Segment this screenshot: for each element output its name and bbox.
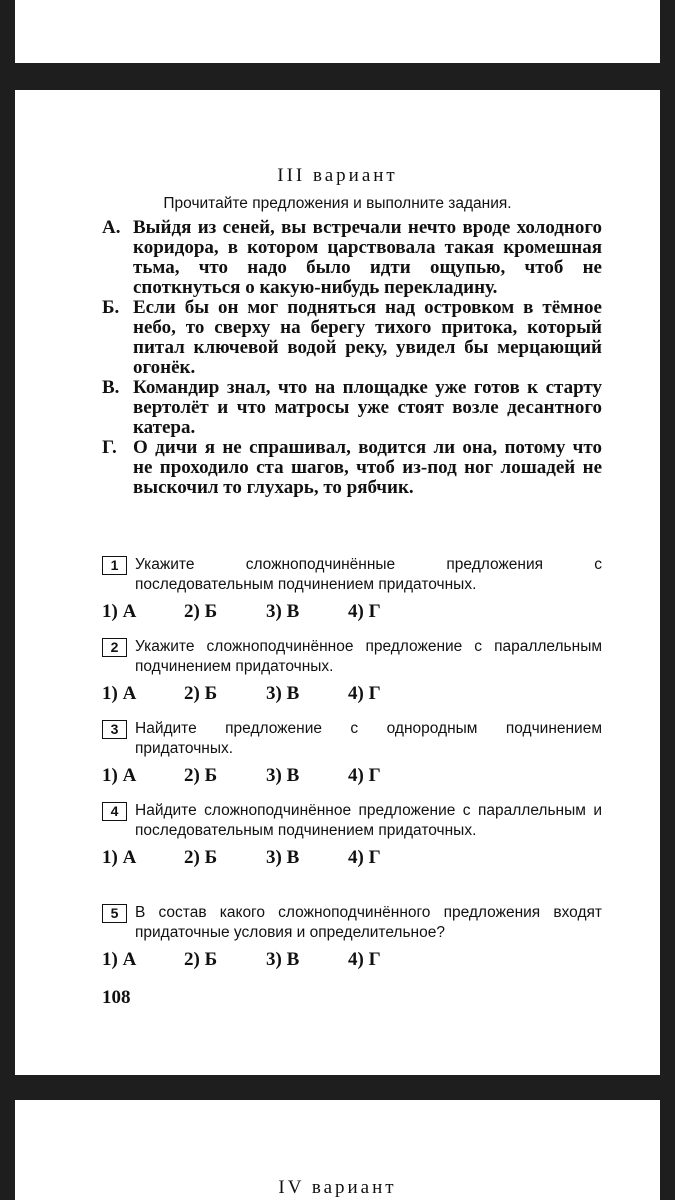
sentence-letter: Б.	[102, 297, 120, 318]
task-text: Укажите сложноподчинённое предложение с параллельным подчинением придаточных.	[135, 638, 602, 675]
answer-option: 3) В	[266, 847, 300, 868]
answer-options	[102, 950, 602, 970]
answer-option: 3) В	[266, 683, 300, 704]
task-text: Найдите предложение с однородным подчинением придаточных.	[135, 720, 602, 757]
task-text: Найдите сложноподчинённое предложение с параллельным и последовательным подчинением придаточных.	[135, 802, 602, 839]
sentence-text: Командир знал, что на площадке уже готов к старту вертолёт и что матросы уже стоят возле десантного катера.	[133, 377, 602, 438]
sentence-g	[102, 438, 602, 498]
task-number: 5	[102, 904, 127, 923]
task-text: Укажите сложноподчинённые предложения с последовательным подчинением придаточных.	[135, 556, 602, 593]
answer-option: 1) А	[102, 683, 137, 704]
sentence-text: Выйдя из сеней, вы встречали нечто вроде холодного коридора, в котором царствовала такая кромешная тьма, что надо было идти ощупью, чтоб не споткнуться о какую-нибудь перекладину.	[133, 217, 602, 298]
answer-options	[102, 602, 602, 622]
next-variant-title: IV вариант	[278, 1177, 397, 1198]
page-number: 108	[102, 987, 131, 1008]
previous-page	[15, 0, 660, 63]
variant-title: III вариант	[277, 165, 398, 186]
sentence-b	[102, 298, 602, 378]
answer-option: 3) В	[266, 765, 300, 786]
answer-option: 2) Б	[184, 683, 218, 704]
answer-option: 4) Г	[348, 601, 381, 622]
answer-options	[102, 684, 602, 704]
task-number: 4	[102, 802, 127, 821]
answer-option: 1) А	[102, 765, 137, 786]
sentence-text: Если бы он мог подняться над островком в тёмное небо, то сверху на берегу тихого притока, который питал ключевой водой реку, увидел бы мерцающий огонёк.	[133, 297, 602, 378]
answer-option: 3) В	[266, 601, 300, 622]
task-number: 3	[102, 720, 127, 739]
document-page	[15, 90, 660, 1075]
instruction: Прочитайте предложения и выполните задания.	[163, 195, 512, 212]
task-5	[102, 903, 602, 970]
answer-option: 1) А	[102, 949, 137, 970]
task-2	[102, 637, 602, 704]
sentence-a	[102, 218, 602, 298]
sentence-v	[102, 378, 602, 438]
answer-options	[102, 848, 602, 868]
sentence-letter: Г.	[102, 437, 117, 458]
task-text: В состав какого сложноподчинённого предложения входят придаточные условия и определительное?	[135, 904, 602, 941]
answer-option: 4) Г	[348, 765, 381, 786]
answer-option: 1) А	[102, 847, 137, 868]
task-1	[102, 555, 602, 622]
task-4	[102, 801, 602, 868]
answer-option: 3) В	[266, 949, 300, 970]
task-number: 2	[102, 638, 127, 657]
answer-option: 2) Б	[184, 949, 218, 970]
answer-options	[102, 766, 602, 786]
sentence-letter: В.	[102, 377, 120, 398]
sentence-list	[102, 218, 602, 498]
answer-option: 2) Б	[184, 847, 218, 868]
answer-option: 2) Б	[184, 601, 218, 622]
answer-option: 2) Б	[184, 765, 218, 786]
sentence-text: О дичи я не спрашивал, водится ли она, потому что не проходило ста шагов, чтоб из-под ног лошадей не выскочил то глухарь, то рябчик.	[133, 437, 602, 498]
task-number: 1	[102, 556, 127, 575]
task-3	[102, 719, 602, 786]
next-page	[15, 1100, 660, 1200]
answer-option: 4) Г	[348, 949, 381, 970]
answer-option: 4) Г	[348, 847, 381, 868]
answer-option: 1) А	[102, 601, 137, 622]
sentence-letter: А.	[102, 217, 121, 238]
answer-option: 4) Г	[348, 683, 381, 704]
